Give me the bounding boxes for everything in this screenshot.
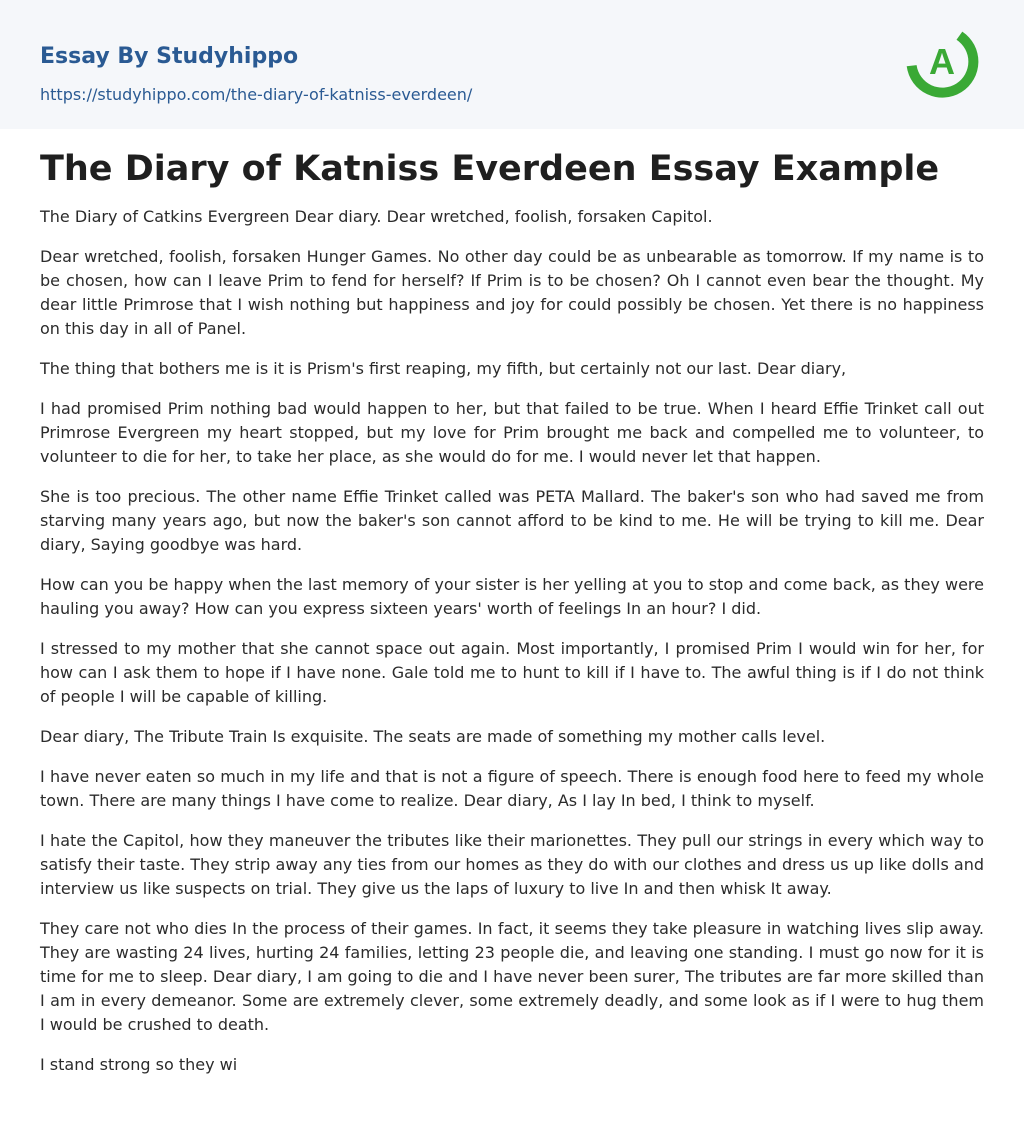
studyhippo-logo-icon[interactable] [899,19,985,105]
site-header [0,0,1024,129]
essay-paragraph: She is too precious. The other name Effie Trinket called was PETA Mallard. The baker's son who had saved me from starving many years ago, but now the baker's son cannot afford to be kind to me. He will be trying to kill me. Dear diary, Saying goodbye was hard. [40,487,984,554]
essay-paragraph: Dear diary, The Tribute Train Is exquisite. The seats are made of something my mother calls level. [40,727,826,746]
essay-paragraph: I stand strong so they wi [40,1055,238,1074]
essay-paragraph: The Diary of Catkins Evergreen Dear diary. Dear wretched, foolish, forsaken Capitol. [40,207,713,226]
essay-paragraph: I stressed to my mother that she cannot space out again. Most importantly, I promised Prim I would win for her, for how can I ask them to hope if I have none. Gale told me to hunt to kill if I have to. The awful thing is if I do not think of people I will be capable of killing. [40,639,984,706]
essay-paragraph: I hate the Capitol, how they maneuver the tributes like their marionettes. They pull our strings in every which way to satisfy their taste. They strip away any ties from our homes as they do with our clothes and dress us up like dolls and interview us like suspects on trial. They give us the laps of luxury to live In and then whisk It away. [40,831,984,898]
page-title: The Diary of Katniss Everdeen Essay Example [40,149,940,189]
essay-paragraph: How can you be happy when the last memory of your sister is her yelling at you to stop and come back, as they were hauling you away? How can you express sixteen years' worth of feelings In an hour? I did. [40,575,984,618]
essay-paragraph: They care not who dies In the process of their games. In fact, it seems they take pleasure in watching lives slip away. They are wasting 24 lives, hurting 24 families, letting 23 people die, and leaving one standing. I must go now for it is time for me to sleep. Dear diary, I am going to die and I have never been surer, The tributes are far more skilled than I am in every demeanor. Some are extremely clever, some extremely deadly, and some look as if I were to hug them I would be crushed to death. [40,919,984,1034]
essay-paragraph: Dear wretched, foolish, forsaken Hunger Games. No other day could be as unbearable as tomorrow. If my name is to be chosen, how can I leave Prim to fend for herself? If Prim is to be chosen? Oh I cannot even bear the thought. My dear little Primrose that I wish nothing but happiness and joy for could possibly be chosen. Yet there is no happiness on this day in all of Panel. [40,247,984,338]
essay-content [0,147,1024,1077]
essay-paragraph: I had promised Prim nothing bad would happen to her, but that failed to be true. When I heard Effie Trinket call out Primrose Evergreen my heart stopped, but my love for Prim brought me back and compelled me to volunteer, to volunteer to die for her, to take her place, as she would do for me. I would never let that happen. [40,399,984,466]
essay-paragraph: I have never eaten so much in my life and that is not a figure of speech. There is enough food here to feed my whole town. There are many things I have come to realize. Dear diary, As I lay In bed, I think to myself. [40,767,984,810]
brand-title[interactable]: Essay By Studyhippo [40,44,299,69]
logo-letter: A [929,41,955,82]
essay-paragraph: The thing that bothers me is it is Prism's first reaping, my fifth, but certainly not our last. Dear diary, [40,359,847,378]
essay-url-link[interactable]: https://studyhippo.com/the-diary-of-katniss-everdeen/ [40,85,473,104]
